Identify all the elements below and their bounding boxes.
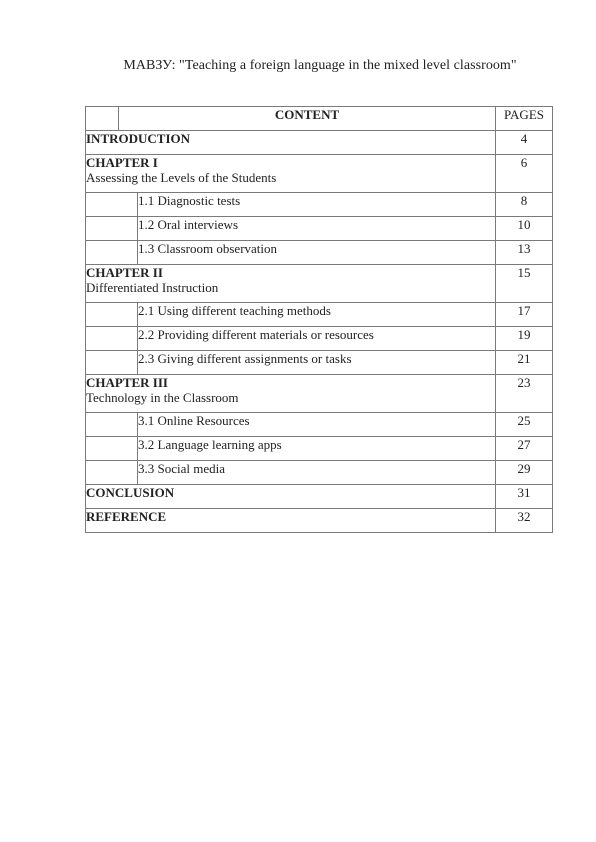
chapter-page: 23 — [496, 375, 553, 413]
section-row — [86, 193, 553, 217]
chapter-label: CHAPTER I — [86, 155, 158, 170]
section-indent — [86, 327, 138, 351]
section-indent — [86, 437, 138, 461]
section-page: 13 — [496, 241, 553, 265]
section-row — [86, 327, 553, 351]
section-row — [86, 217, 553, 241]
section-page: 10 — [496, 217, 553, 241]
section-title: 1.1 Diagnostic tests — [138, 193, 496, 217]
section-page: 29 — [496, 461, 553, 485]
section-row — [86, 241, 553, 265]
section-row — [86, 413, 553, 437]
section-page: 8 — [496, 193, 553, 217]
section-indent — [86, 461, 138, 485]
section-indent — [86, 193, 138, 217]
chapter-title: Assessing the Levels of the Students — [86, 170, 277, 185]
section-indent — [86, 303, 138, 327]
section-title: 3.1 Online Resources — [138, 413, 496, 437]
introduction-page: 4 — [496, 131, 553, 155]
introduction-row — [86, 131, 553, 155]
chapter-title: Differentiated Instruction — [86, 280, 219, 295]
section-page: 19 — [496, 327, 553, 351]
section-row — [86, 351, 553, 375]
section-title: 3.3 Social media — [138, 461, 496, 485]
section-page: 25 — [496, 413, 553, 437]
section-title: 1.2 Oral interviews — [138, 217, 496, 241]
reference-row — [86, 509, 553, 533]
table-of-contents — [85, 106, 553, 533]
section-title: 2.2 Providing different materials or resources — [138, 327, 496, 351]
section-page: 21 — [496, 351, 553, 375]
toc-header-row — [86, 107, 553, 131]
section-page: 17 — [496, 303, 553, 327]
header-empty-cell — [86, 107, 119, 131]
section-row — [86, 437, 553, 461]
section-indent — [86, 241, 138, 265]
section-title: 2.1 Using different teaching methods — [138, 303, 496, 327]
conclusion-row — [86, 485, 553, 509]
chapter-page: 15 — [496, 265, 553, 303]
chapter-label: CHAPTER II — [86, 265, 163, 280]
section-indent — [86, 413, 138, 437]
conclusion-page: 31 — [496, 485, 553, 509]
section-row — [86, 303, 553, 327]
chapter-row — [86, 375, 553, 413]
reference-page: 32 — [496, 509, 553, 533]
section-indent — [86, 351, 138, 375]
reference-title: REFERENCE — [86, 509, 167, 524]
chapter-page: 6 — [496, 155, 553, 193]
chapter-row — [86, 265, 553, 303]
conclusion-title: CONCLUSION — [86, 485, 175, 500]
introduction-title: INTRODUCTION — [86, 131, 191, 146]
section-indent — [86, 217, 138, 241]
content-header: CONTENT — [119, 107, 496, 131]
section-page: 27 — [496, 437, 553, 461]
chapter-row — [86, 155, 553, 193]
section-title: 3.2 Language learning apps — [138, 437, 496, 461]
section-title: 2.3 Giving different assignments or tasks — [138, 351, 496, 375]
chapter-label: CHAPTER III — [86, 375, 168, 390]
section-row — [86, 461, 553, 485]
pages-header: PAGES — [496, 107, 553, 131]
section-title: 1.3 Classroom observation — [138, 241, 496, 265]
chapter-title: Technology in the Classroom — [86, 390, 239, 405]
document-title: МАВЗУ: "Teaching a foreign language in the mixed level classroom" — [123, 58, 517, 73]
